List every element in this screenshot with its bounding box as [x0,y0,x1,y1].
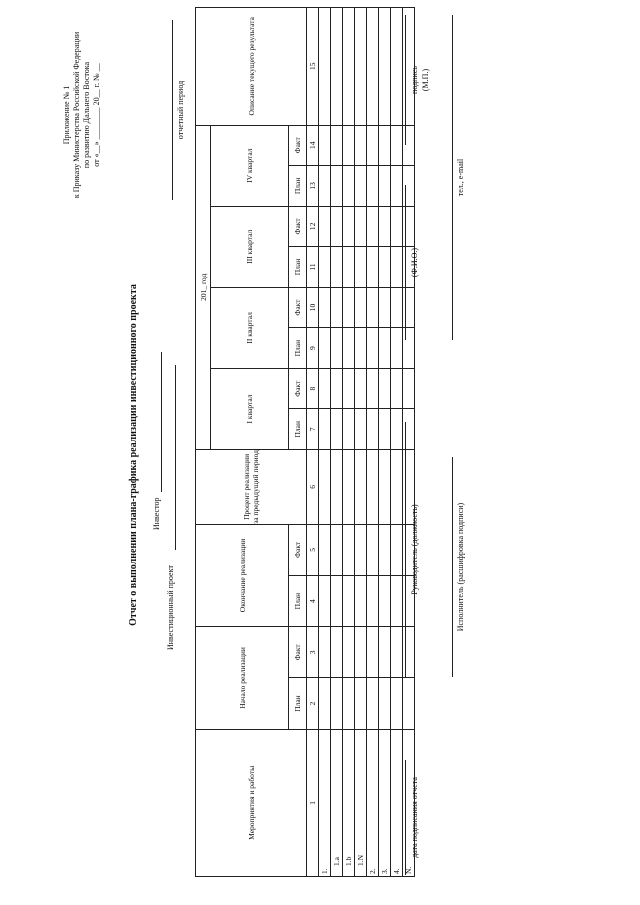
table-cell[interactable] [319,409,331,450]
executor-field[interactable] [452,457,453,677]
table-cell[interactable] [319,368,331,409]
table-cell[interactable] [391,450,403,525]
header-q3: III квартал [211,206,289,287]
table-cell[interactable] [355,368,367,409]
col-number: 9 [307,328,319,369]
table-cell[interactable] [355,328,367,369]
table-cell[interactable] [379,678,391,729]
header-plan: План [289,247,307,288]
table-cell[interactable] [367,287,379,328]
header-percent: Процент реализации за предыдущий период [196,450,307,525]
header-fact: Факт [289,125,307,166]
header-end: Окончание реализации [196,524,289,626]
investor-field[interactable] [161,352,162,492]
table-cell[interactable] [355,125,367,166]
appendix-line-1: Приложение № 1 [62,85,71,145]
head-position-field[interactable] [405,422,406,677]
table-cell[interactable] [343,125,355,166]
table-cell[interactable] [367,678,379,729]
table-cell[interactable] [379,206,391,247]
table-cell[interactable] [355,524,367,575]
header-measures: Мероприятия и работы [196,729,307,876]
header-fact: Факт [289,524,307,575]
report-date-field[interactable] [405,760,406,875]
table-cell[interactable] [343,575,355,626]
table-cell[interactable] [331,368,343,409]
header-plan: План [289,678,307,729]
table-cell[interactable] [343,8,355,126]
head-position-label: Руководитель (должность) [410,504,419,595]
table-row [355,8,367,877]
table-cell[interactable] [331,450,343,525]
table-cell[interactable] [319,206,331,247]
row-label: 1. [319,729,331,876]
table-row [367,8,379,877]
table-cell[interactable] [391,8,403,126]
col-number: 8 [307,368,319,409]
appendix-block [62,25,102,205]
page-title: Отчет о выполнении плана-графика реализации инвестиционного проекта [128,284,139,626]
contacts-label: тел., e-mail [456,158,465,197]
table-cell[interactable] [391,627,403,678]
appendix-number: __ [92,63,101,72]
header-plan: План [289,409,307,450]
head-fio-label: (Ф.И.О.) [410,247,419,278]
table-cell[interactable] [391,125,403,166]
project-label: Инвестиционный проект [166,565,175,650]
table-cell[interactable] [403,678,415,729]
header-plan: План [289,328,307,369]
table-cell[interactable] [391,166,403,207]
table-cell[interactable] [379,8,391,126]
table-cell[interactable] [355,287,367,328]
appendix-date: «__» ________ 20__ г. [92,82,101,158]
table-cell[interactable] [367,247,379,288]
table-cell[interactable] [319,627,331,678]
table-cell[interactable] [319,8,331,126]
table-cell[interactable] [379,450,391,525]
table-row [379,8,391,877]
header-fact: Факт [289,206,307,247]
table-cell[interactable] [391,247,403,288]
table-cell[interactable] [331,328,343,369]
table-cell[interactable] [343,368,355,409]
header-plan: План [289,166,307,207]
plan-schedule-table [195,7,415,877]
header-plan: План [289,575,307,626]
col-number: 3 [307,627,319,678]
table-cell[interactable] [331,627,343,678]
table-cell[interactable] [391,575,403,626]
header-year: 201_ год [196,125,211,450]
signature-label: подпись [410,66,419,94]
table-cell[interactable] [331,678,343,729]
table-cell[interactable] [319,678,331,729]
appendix-line-2: к Приказу Министерства Российской Федерации [72,31,81,199]
col-number: 2 [307,678,319,729]
table-cell[interactable] [367,206,379,247]
table-cell[interactable] [355,627,367,678]
row-label: 1.a [331,729,343,876]
col-number: 5 [307,524,319,575]
table-cell[interactable] [367,575,379,626]
table-cell[interactable] [331,409,343,450]
head-fio-field[interactable] [405,185,406,340]
table-cell[interactable] [355,678,367,729]
table-cell[interactable] [391,368,403,409]
table-cell[interactable] [355,409,367,450]
appendix-date-prefix: от [92,159,101,167]
table-cell[interactable] [379,247,391,288]
investor-label: Инвестор [152,497,161,530]
table-cell[interactable] [367,166,379,207]
col-number: 1 [307,729,319,876]
row-label: 4. [391,729,403,876]
table-cell[interactable] [367,125,379,166]
header-fact: Факт [289,627,307,678]
table-cell[interactable] [343,247,355,288]
table-cell[interactable] [331,8,343,126]
table-cell[interactable] [343,627,355,678]
table-cell[interactable] [319,524,331,575]
table-cell[interactable] [379,627,391,678]
table-cell[interactable] [319,450,331,525]
column-number-row [307,8,319,877]
table-cell[interactable] [367,328,379,369]
header-start: Начало реализации [196,627,289,729]
reporting-period-label: отчетный период [176,80,185,140]
table-row [331,8,343,877]
col-number: 13 [307,166,319,207]
table-cell[interactable] [367,627,379,678]
table-cell[interactable] [319,328,331,369]
table-cell[interactable] [355,450,367,525]
table-cell[interactable] [379,368,391,409]
row-label: 1.N [355,729,367,876]
table-cell[interactable] [355,206,367,247]
table-cell[interactable] [343,328,355,369]
stamp-label: (М.П.) [421,68,430,92]
table-cell[interactable] [379,524,391,575]
col-number: 14 [307,125,319,166]
table-cell[interactable] [379,166,391,207]
table-cell[interactable] [379,328,391,369]
table-cell[interactable] [379,409,391,450]
table-cell[interactable] [319,125,331,166]
header-result: Описание текущего результата [196,8,307,126]
table-cell[interactable] [379,125,391,166]
report-date-label: дата подписания отчета [410,777,419,858]
table-cell[interactable] [343,206,355,247]
table-cell[interactable] [319,247,331,288]
table-row [391,8,403,877]
appendix-line-4 [92,25,102,205]
table-cell[interactable] [391,328,403,369]
table-cell[interactable] [331,166,343,207]
contacts-field[interactable] [452,15,453,340]
table-cell[interactable] [319,287,331,328]
appendix-number-label: № [92,73,101,81]
table-cell[interactable] [331,125,343,166]
col-number: 6 [307,450,319,525]
table-cell[interactable] [331,524,343,575]
col-number: 4 [307,575,319,626]
table-cell[interactable] [367,524,379,575]
table-cell[interactable] [319,166,331,207]
table-cell[interactable] [355,575,367,626]
table-cell[interactable] [367,409,379,450]
col-number: 10 [307,287,319,328]
reporting-period-field[interactable] [172,20,173,200]
appendix-line-3: по развитию Дальнего Востока [82,61,91,169]
header-q4: IV квартал [211,125,289,206]
executor-label: Исполнитель (расшифровка подписи) [456,502,465,632]
table-cell[interactable] [331,575,343,626]
col-number: 15 [307,8,319,126]
table-row [319,8,331,877]
col-number: 12 [307,206,319,247]
table-cell[interactable] [331,287,343,328]
table-cell[interactable] [355,166,367,207]
table-cell[interactable] [367,368,379,409]
header-q1: I квартал [211,368,289,449]
col-number: 11 [307,247,319,288]
col-number: 7 [307,409,319,450]
table-cell[interactable] [379,575,391,626]
table-cell[interactable] [355,8,367,126]
table-cell[interactable] [391,206,403,247]
row-label: 3. [379,729,391,876]
table-cell[interactable] [331,247,343,288]
table-cell[interactable] [367,8,379,126]
header-q2: II квартал [211,287,289,368]
table-cell[interactable] [343,524,355,575]
table-cell[interactable] [343,287,355,328]
table-cell[interactable] [331,206,343,247]
table-cell[interactable] [355,247,367,288]
table-cell[interactable] [319,575,331,626]
table-row [343,8,355,877]
table-cell[interactable] [379,287,391,328]
head-signature-field[interactable] [405,15,406,145]
table-cell[interactable] [343,450,355,525]
table-cell[interactable] [367,450,379,525]
table-cell[interactable] [391,287,403,328]
table-cell[interactable] [403,368,415,409]
project-field[interactable] [175,365,176,550]
row-label: 2. [367,729,379,876]
table-cell[interactable] [391,409,403,450]
table-cell[interactable] [391,524,403,575]
header-fact: Факт [289,287,307,328]
header-fact: Факт [289,368,307,409]
table-cell[interactable] [343,678,355,729]
row-label: 1.b [343,729,355,876]
table-cell[interactable] [343,409,355,450]
row-label: N. [403,729,415,876]
table-cell[interactable] [391,678,403,729]
table-cell[interactable] [343,166,355,207]
